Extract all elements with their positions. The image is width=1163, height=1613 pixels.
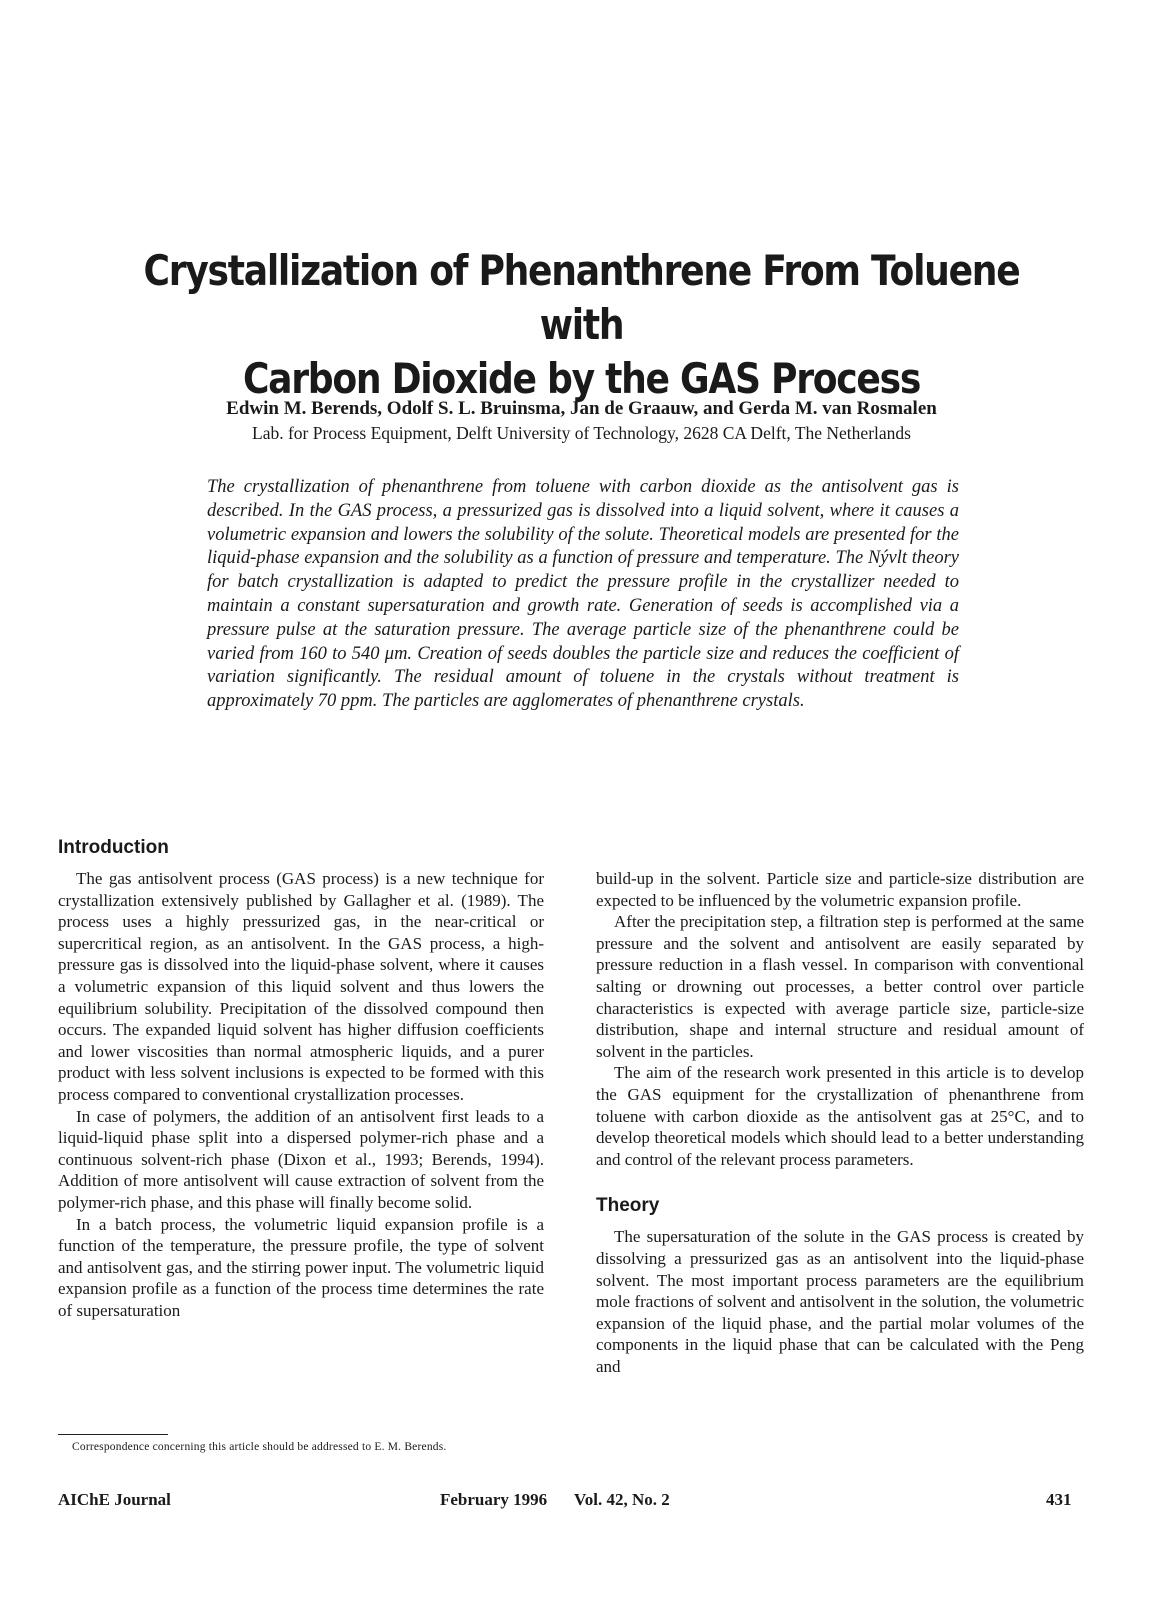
title-line-1: Crystallization of Phenanthrene From Toluene with xyxy=(143,246,1020,349)
abstract: The crystallization of phenanthrene from toluene with carbon dioxide as the antisolvent gas is described. In the GAS process, a pressurized gas is dissolved into a liquid solvent, where it causes a volumetric expansion and lowers the solubility of the solute. Theoretical models are presented for the liquid-phase expansion and the solubility as a function of pressure and temperature. The Nývlt theory for batch crystallization is adapted to predict the pressure profile in the crystallizer needed to maintain a constant supersaturation and growth rate. Generation of seeds is accomplished via a pressure pulse at the saturation pressure. The average particle size of the phenanthrene could be varied from 160 to 540 μm. Creation of seeds doubles the particle size and reduces the coefficient of variation significantly. The residual amount of toluene in the crystals without treatment is approximately 70 ppm. The particles are agglomerates of phenanthrene crystals. xyxy=(207,477,959,712)
left-column xyxy=(58,836,544,1321)
article-title xyxy=(116,244,1047,406)
footer-page-number: 431 xyxy=(1046,1490,1072,1509)
intro-paragraph-3-continued: build-up in the solvent. Particle size and particle-size distribution are expected to be influenced by the volumetric expansion profile. xyxy=(596,869,1084,910)
footer-date: February 1996 xyxy=(440,1490,548,1509)
footnote: Correspondence concerning this article should be addressed to E. M. Berends. xyxy=(72,1441,447,1453)
footer-volume: Vol. 42, No. 2 xyxy=(574,1490,670,1509)
right-column xyxy=(596,868,1084,1377)
intro-paragraph-2: In case of polymers, the addition of an antisolvent first leads to a liquid-liquid phase split into a dispersed polymer-rich phase and a continuous solvent-rich phase (Dixon et al., 1993; Berends, 1994). Addition of more antisolvent will cause extraction of solvent from the polymer-rich phase, and this phase will finally become solid. xyxy=(58,1106,544,1212)
affiliation: Lab. for Process Equipment, Delft University of Technology, 2628 CA Delft, The Netherlands xyxy=(252,423,911,443)
authors: Edwin M. Berends, Odolf S. L. Bruinsma, Jan de Graauw, and Gerda M. van Rosmalen xyxy=(226,398,937,419)
theory-heading: Theory xyxy=(596,1195,660,1217)
intro-paragraph-4: After the precipitation step, a filtration step is performed at the same pressure and the solvent and antisolvent are easily separated by pressure reduction in a flash vessel. In comparison with conventional salting or drowning out processes, a better control over particle characteristics is expected with average particle size, particle-size distribution, shape and internal structure and residual amount of solvent in the particles. xyxy=(596,912,1084,1061)
footnote-rule xyxy=(58,1434,168,1435)
theory-paragraph-1: The supersaturation of the solute in the GAS process is created by dissolving a pressurized gas as an antisolvent into the liquid-phase solvent. The most important process parameters are the equilibrium mole fractions of solvent and antisolvent in the solution, the volumetric expansion of the liquid phase, and the partial molar volumes of the components in the liquid phase that can be calculated with the Peng and xyxy=(596,1227,1084,1376)
intro-paragraph-1: The gas antisolvent process (GAS process) is a new technique for crystallization extensively published by Gallagher et al. (1989). The process uses a highly pressurized gas, in the near-critical or supercritical region, as an antisolvent. In the GAS process, a high-pressure gas is dissolved into the liquid-phase solvent, where it causes a volumetric expansion of this liquid solvent and thus lowers the equilibrium solubility. Precipitation of the dissolved compound then occurs. The expanded liquid solvent has higher diffusion coefficients and lower viscosities than normal atmospheric liquids, and a purer product with less solvent inclusions is expected to be formed with this process compared to conventional crystallization processes. xyxy=(58,869,544,1104)
title-line-2: Carbon Dioxide by the GAS Process xyxy=(242,354,921,403)
introduction-heading: Introduction xyxy=(58,837,169,858)
intro-paragraph-5: The aim of the research work presented in this article is to develop the GAS equipment for the crystallization of phenanthrene from toluene with carbon dioxide as the antisolvent gas at 25°C, and to develop theoretical models which should lead to a better understanding and control of the relevant process parameters. xyxy=(596,1063,1084,1169)
footer-journal: AIChE Journal xyxy=(58,1490,171,1509)
intro-paragraph-3: In a batch process, the volumetric liquid expansion profile is a function of the temperature, the pressure profile, the type of solvent and antisolvent gas, and the stirring power input. The volumetric liquid expansion profile as a function of the process time determines the rate of supersaturation xyxy=(58,1214,544,1320)
